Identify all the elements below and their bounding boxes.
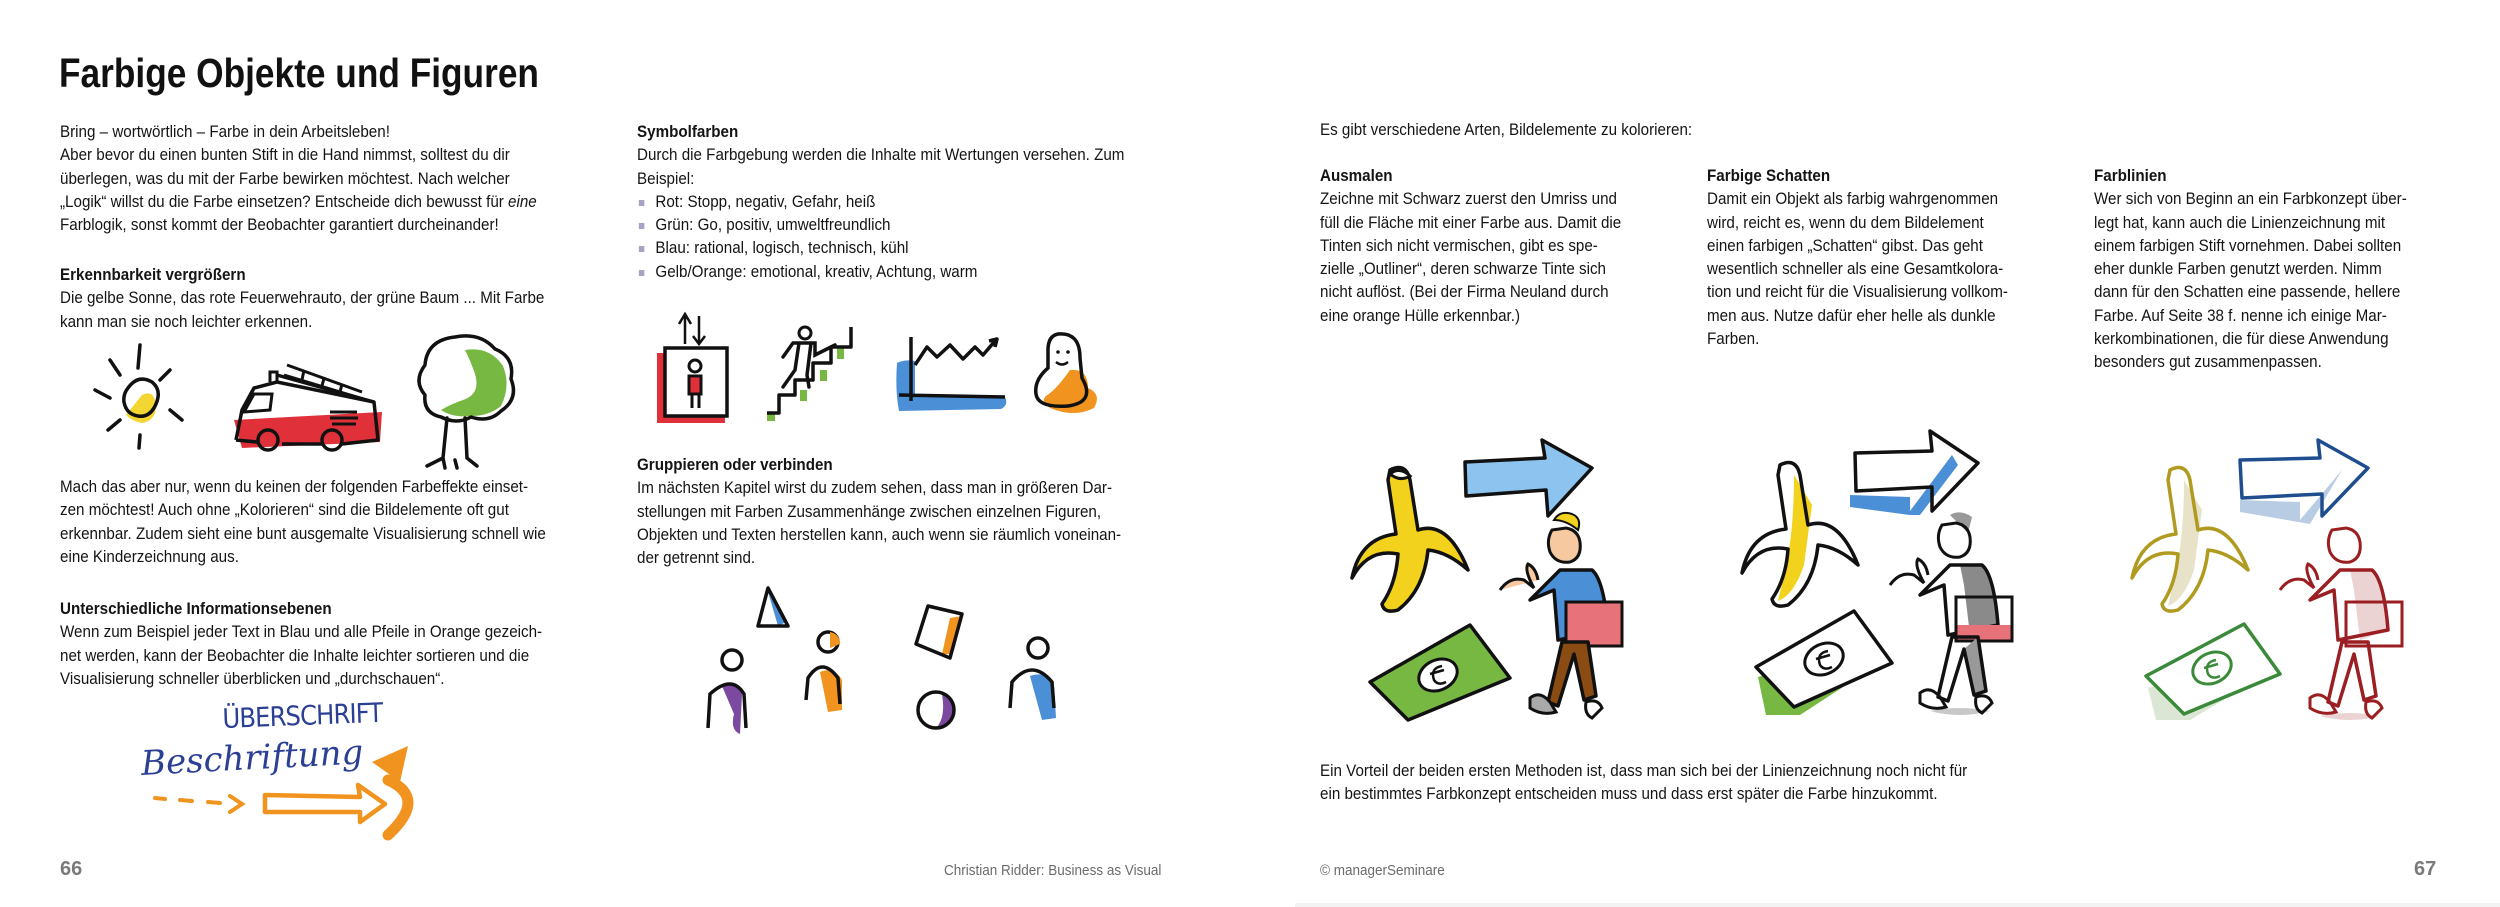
walking-person-icon <box>1890 512 2012 715</box>
right-intro: Es gibt verschiedene Arten, Bildelemente zu kolorieren: <box>1320 121 1693 139</box>
body-line: Beispiel: <box>637 169 695 188</box>
body-line: Zeichne mit Schwarz zuerst den Umriss und <box>1320 190 1617 209</box>
method-ausmalen <box>1320 165 1688 328</box>
section-gruppieren <box>637 454 1180 570</box>
banana-icon <box>1742 463 1858 607</box>
intro-paragraph <box>60 121 603 237</box>
body-line: einen farbigen „Schatten“ gibst. Das geht <box>1707 236 1983 255</box>
intro-line: Bring – wortwörtlich – Farbe in dein Arbeitsleben! <box>60 123 390 141</box>
page-number-left: 66 <box>60 858 83 880</box>
body-line: der getrennt sind. <box>637 549 756 568</box>
fire-truck-icon <box>232 360 392 450</box>
label-sketch-word: Beschriftung <box>140 732 365 784</box>
list-item-gruen: Grün: Go, positiv, umweltfreundlich <box>637 214 1180 237</box>
section-informationsebenen <box>60 598 603 691</box>
intro-line: Aber bevor du einen bunten Stift in die Hand nimmst, solltest du dir <box>60 146 510 165</box>
page-number-right: 67 <box>2414 858 2437 880</box>
running-title: Christian Ridder: Business as Visual <box>944 862 1162 879</box>
body-line: Die gelbe Sonne, das rote Feuerwehrauto, der grüne Baum ... Mit Farbe <box>60 289 545 308</box>
person-blue <box>1010 638 1056 720</box>
section-erkennbarkeit <box>60 264 603 334</box>
body-line: net werden, kann der Beobachter die Inhalte leichter sortieren und die <box>60 646 530 665</box>
body-line: kerkombinationen, die für diese Anwendung <box>2094 330 2389 349</box>
page-bottom-edge <box>1295 903 2500 907</box>
body-line: ein bestimmtes Farbkonzept entscheiden muss und dass erst später die Farbe hinzukommt. <box>1320 785 1938 804</box>
illustration-ausmalen <box>1330 420 1650 720</box>
body-line: Objekten und Texten herstellen kann, auch wenn sie räumlich voneinan- <box>637 525 1122 544</box>
person-purple <box>708 650 746 734</box>
banknote-icon <box>1370 625 1510 720</box>
person-orange <box>806 632 842 712</box>
stairs-climber-icon <box>765 325 860 425</box>
walking-person-icon <box>1500 513 1622 718</box>
triangle-shape <box>758 588 788 626</box>
body-line: legt hat, kann auch die Linienzeichnung mit <box>2094 213 2386 232</box>
arrow-right-icon <box>2240 440 2368 524</box>
page-title: Farbige Objekte und Figuren <box>59 50 539 96</box>
body-line: eine orange Hülle erkennbar.) <box>1320 306 1521 325</box>
body-line: Farbe. Auf Seite 38 f. nenne ich einige Mar- <box>2094 306 2387 325</box>
illustration-farblinien <box>2110 420 2430 720</box>
illustration-farbige-schatten <box>1720 415 2040 715</box>
color-meaning-list <box>637 191 1180 284</box>
body-line: wird, reicht es, wenn du dem Bildelement <box>1707 213 1984 232</box>
body-line: Mach das aber nur, wenn du keinen der folgenden Farbeffekte einset- <box>60 478 529 496</box>
body-line: zielle „Outliner“, deren schwarze Tinte sich <box>1320 260 1607 279</box>
intro-line: überlegen, was du mit der Farbe bewirken möchtest. Nach welcher <box>60 169 510 188</box>
body-line: men aus. Nutze dafür eher helle als dunkle <box>1707 306 1996 325</box>
body-line: einem farbigen Stift vornehmen. Dabei sollten <box>2094 236 2402 255</box>
method-heading: Farbige Schatten <box>1707 167 1831 185</box>
body-line: Tinten sich nicht vermischen, gibt es spe- <box>1320 236 1598 255</box>
section-symbolfarben <box>637 121 1180 284</box>
body-line: Durch die Farbgebung werden die Inhalte mit Wertungen versehen. Zum <box>637 146 1125 165</box>
body-line: Damit ein Objekt als farbig wahrgenommen <box>1707 190 1999 209</box>
body-line: zen möchtest! Auch ohne „Kolorieren“ sind die Bildelemente oft gut <box>60 501 509 520</box>
tree-icon <box>405 330 515 470</box>
body-line: erkennbar. Zudem sieht eine bunt ausgemalte Visualisierung schnell wie <box>60 524 546 543</box>
banana-icon <box>1352 468 1468 612</box>
intro-text: „Logik“ willst du die Farbe einsetzen? Entscheide dich bewusst für <box>60 192 509 211</box>
body-line: Im nächsten Kapitel wirst du zudem sehen, dass man in größeren Dar- <box>637 479 1113 498</box>
body-line: Ein Vorteil der beiden ersten Methoden ist, dass man sich bei der Linienzeichnung noch nicht für <box>1320 762 1968 780</box>
banknote-icon <box>1756 611 1892 715</box>
body-line: Wenn zum Beispiel jeder Text in Blau und alle Pfeile in Orange gezeich- <box>60 623 543 642</box>
walking-person-icon <box>2280 528 2402 720</box>
conclusion-paragraph <box>1320 760 2093 807</box>
body-line: nicht auflöst. (Bei der Firma Neuland durch <box>1320 283 1609 302</box>
arrow-right-icon <box>1465 440 1592 516</box>
body-line: dann für den Schatten eine passende, hellere <box>2094 283 2401 302</box>
orange-arrows-sketch <box>150 740 440 835</box>
body-line: besonders gut zusammenpassen. <box>2094 353 2322 372</box>
method-heading: Farblinien <box>2094 167 2167 185</box>
square-shape <box>916 606 962 658</box>
body-line: eine Kinderzeichnung aus. <box>60 547 239 566</box>
emphasis-eine: eine <box>508 192 537 211</box>
headline-sketch-word: ÜBERSCHRIFT <box>222 697 383 735</box>
method-heading: Ausmalen <box>1320 167 1393 185</box>
list-item-blau: Blau: rational, logisch, technisch, kühl <box>637 237 1180 260</box>
circle-shape <box>918 692 954 728</box>
banknote-icon <box>2146 624 2280 720</box>
body-line: tion und reicht für die Visualisierung vollkom- <box>1707 283 2008 302</box>
banana-icon <box>2132 468 2248 612</box>
list-item-gelb: Gelb/Orange: emotional, kreativ, Achtung, warm <box>637 261 1180 284</box>
method-farblinien <box>2094 165 2462 375</box>
sun-icon <box>80 340 200 450</box>
rising-chart-icon <box>895 335 1010 415</box>
elevator-icon <box>655 308 735 423</box>
section-heading: Unterschiedliche Informationsebenen <box>60 600 332 618</box>
list-item-rot: Rot: Stopp, negativ, Gefahr, heiß <box>637 191 1180 214</box>
intro-line <box>60 191 603 214</box>
section-heading: Gruppieren oder verbinden <box>637 456 833 474</box>
body-line: kann man sie noch leichter erkennen. <box>60 312 313 331</box>
method-farbige-schatten <box>1707 165 2075 351</box>
body-line: Farben. <box>1707 330 1760 349</box>
body-line: Wer sich von Beginn an ein Farbkonzept über- <box>2094 190 2407 209</box>
body-line: eher dunkle Farben genutzt werden. Nimm <box>2094 260 2382 279</box>
smiling-figure-icon <box>1030 330 1105 420</box>
body-line: Visualisierung schneller überblicken und „durchschauen“. <box>60 669 445 688</box>
grouping-figures-illustration <box>680 582 1100 742</box>
intro-line: Farblogik, sonst kommt der Beobachter garantiert durcheinander! <box>60 216 499 235</box>
arrow-right-icon <box>1850 431 1978 515</box>
section-heading: Erkennbarkeit vergrößern <box>60 266 246 284</box>
body-line: wesentlich schneller als eine Gesamtkolora- <box>1707 260 2004 279</box>
section-heading: Symbolfarben <box>637 123 739 141</box>
body-line: stellungen mit Farben Zusammenhänge zwischen einzelnen Figuren, <box>637 502 1102 521</box>
copyright: © managerSeminare <box>1320 862 1445 879</box>
paragraph-hinweis <box>60 476 603 569</box>
body-line: füll die Fläche mit einer Farbe aus. Damit die <box>1320 213 1622 232</box>
